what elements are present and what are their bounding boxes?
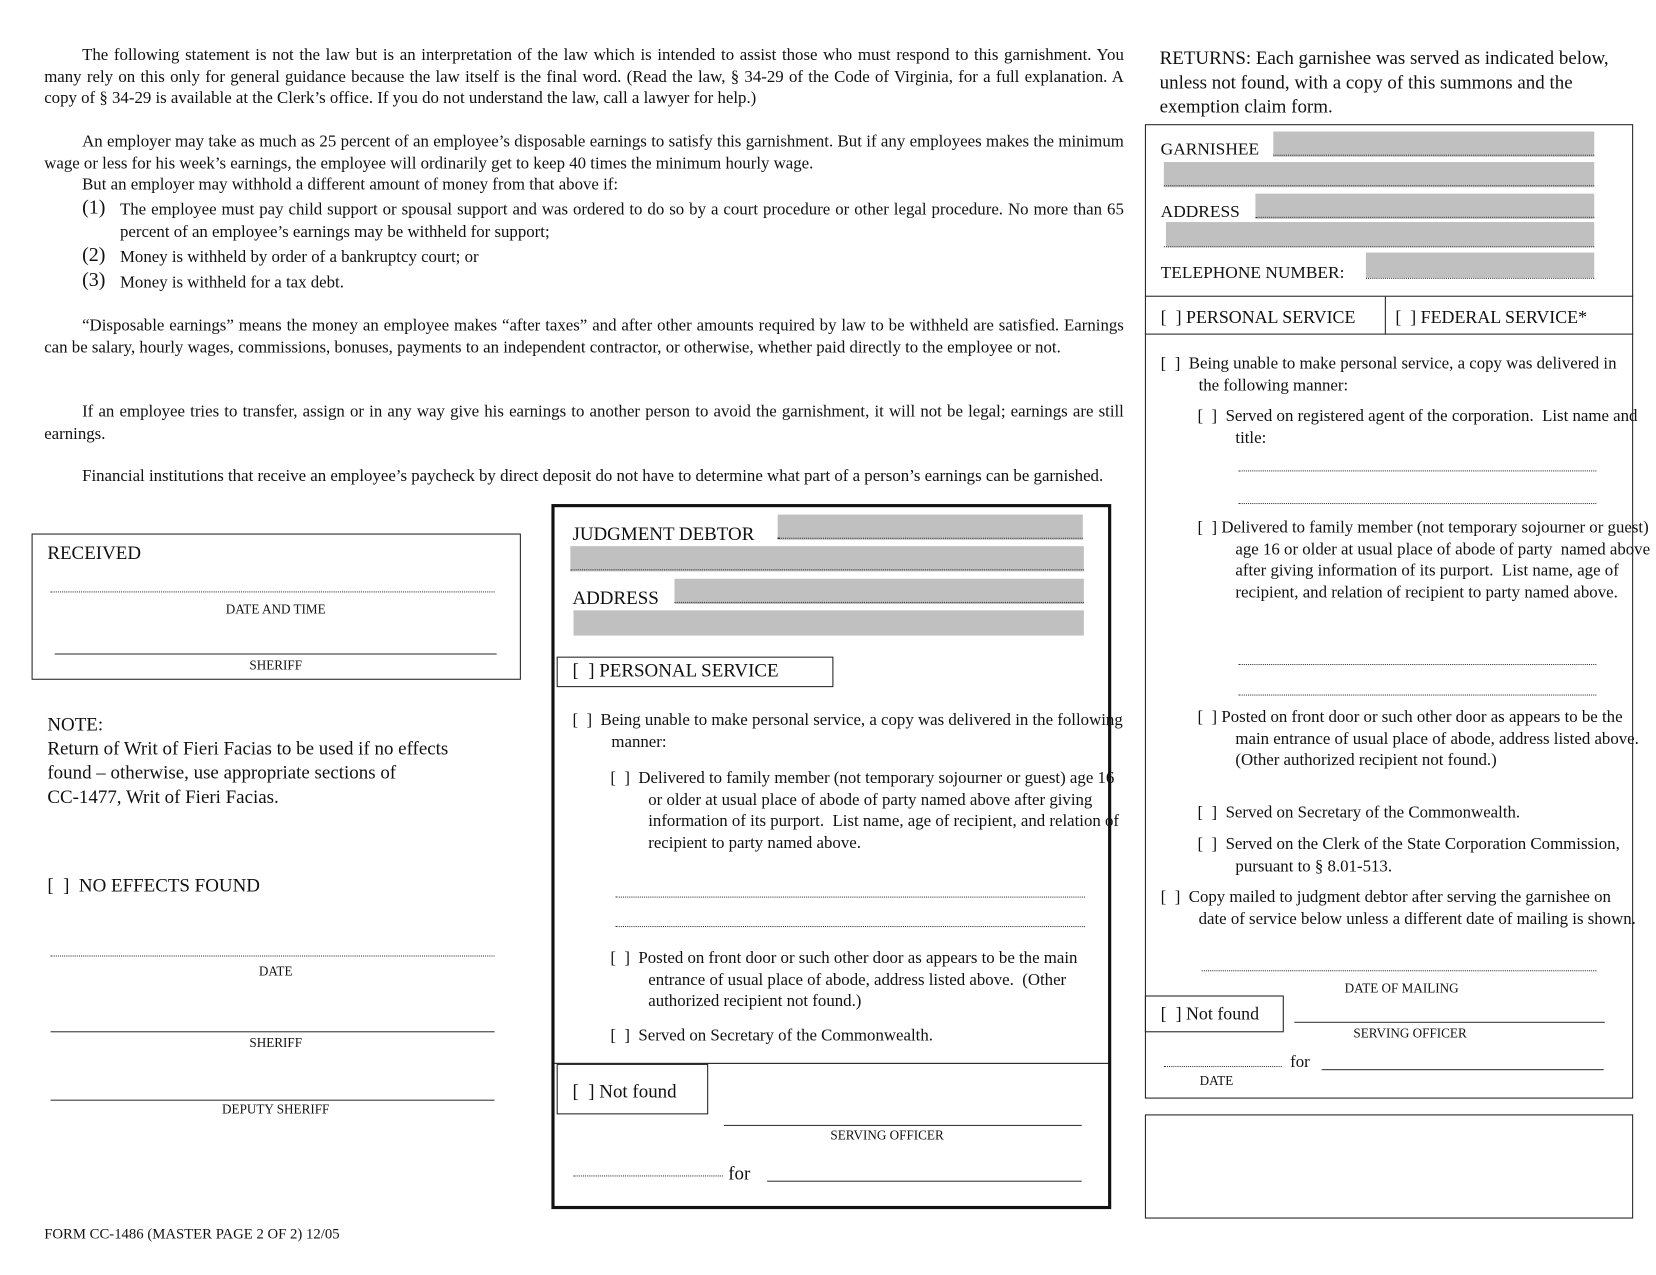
recipient-line-2[interactable]	[616, 926, 1085, 927]
sheriff-label: SHERIFF	[249, 1035, 303, 1051]
serving-officer-label: SERVING OFFICER	[1353, 1025, 1467, 1041]
garnishee-field[interactable]	[1273, 155, 1594, 156]
serving-officer-label: SERVING OFFICER	[830, 1128, 944, 1143]
note-title: NOTE:	[47, 713, 104, 735]
unable-option[interactable]: [ ] Being unable to make personal service, a copy was delivered in the following manner:	[572, 711, 1127, 751]
redacted-field	[570, 546, 1084, 571]
blank-box	[1145, 1114, 1633, 1218]
posted-option[interactable]: [ ] Posted on front door or such other door as appears to be the main entrance of usual place of abode, address listed above. (Other authorized recipient not found.)	[610, 949, 1082, 1011]
recipient-line[interactable]	[1239, 664, 1597, 665]
form-footer: FORM CC-1486 (MASTER PAGE 2 OF 2) 12/05	[44, 1226, 340, 1243]
serving-officer-line[interactable]	[724, 1125, 1082, 1126]
recipient-line-2[interactable]	[1239, 695, 1597, 696]
transfer-paragraph: If an employee tries to transfer, assign or in any way give his earnings to another person to avoid the garnishment, it will not be legal; earnings are still earnings.	[44, 403, 1124, 443]
redacted-field	[1273, 132, 1594, 157]
redacted-field	[574, 610, 1084, 635]
date-label: DATE	[1199, 1073, 1234, 1089]
redacted-field	[778, 515, 1083, 540]
note-line: CC-1477, Writ of Fieri Facias.	[47, 786, 279, 808]
date-field[interactable]	[574, 1175, 723, 1176]
date-time-label: DATE AND TIME	[225, 601, 326, 617]
date-label: DATE	[258, 963, 293, 979]
list-item: (2) Money is withheld by order of a bankruptcy court; or	[82, 244, 479, 267]
serving-officer-line[interactable]	[1294, 1022, 1604, 1023]
list-item: (1) The employee must pay child support or spousal support and was ordered to do so by a court procedure or other legal procedure. No more than 65 percent of an employee’s earnings may be withheld for support;	[82, 196, 1124, 241]
intro-paragraph: The following statement is not the law but is an interpretation of the law which is intended to assist those who must respond to this garnishment. You many rely on this only for general guidance because the law itself is the final word. (Read the law, § 34-29 of the Code of Virginia, for a full explanation. A copy of § 34-29 is available at the Clerk’s office. If you do not understand the law, call a lawyer for help.)	[44, 46, 1124, 108]
redacted-field	[1255, 194, 1594, 219]
withhold-paragraph: But an employer may withhold a different amount of money from that above if:	[82, 175, 619, 194]
address-field[interactable]	[1255, 217, 1594, 218]
redacted-field	[675, 579, 1084, 604]
judgment-debtor-label: JUDGMENT DEBTOR	[572, 522, 755, 545]
telephone-label: TELEPHONE NUMBER:	[1160, 262, 1345, 283]
date-of-mailing-label: DATE OF MAILING	[1344, 980, 1459, 996]
sheriff-line[interactable]	[55, 653, 497, 654]
agent-line-2[interactable]	[1239, 503, 1597, 504]
for-line[interactable]	[767, 1181, 1082, 1182]
unable-option[interactable]: [ ] Being unable to make personal service, a copy was delivered in the following manner:	[1160, 354, 1621, 395]
for-line[interactable]	[1322, 1069, 1604, 1070]
disposable-paragraph: “Disposable earnings” means the money an employee makes “after taxes” and after other amounts required by law to be withheld are satisfied. Earnings can be salary, hourly wages, commissions, bonuses, payments to an independent contractor, or otherwise, whether paid directly to the employee or not.	[44, 316, 1124, 357]
divider	[1145, 296, 1633, 297]
secretary-option[interactable]: [ ] Served on Secretary of the Commonwealth.	[1197, 803, 1521, 822]
recipient-line[interactable]	[616, 897, 1085, 898]
clerk-option[interactable]: [ ] Served on the Clerk of the State Corporation Commission, pursuant to § 8.01-513.	[1197, 835, 1624, 875]
deputy-sheriff-line[interactable]	[51, 1100, 495, 1101]
for-label: for	[1290, 1053, 1310, 1072]
registered-agent-option[interactable]: [ ] Served on registered agent of the corporation. List name and title:	[1197, 407, 1642, 447]
address-label: ADDRESS	[572, 587, 659, 609]
federal-service-checkbox[interactable]: [ ] FEDERAL SERVICE*	[1395, 307, 1588, 328]
posted-option[interactable]: [ ] Posted on front door or such other door as appears to be the main entrance of usual place of abode, address listed above. (Other authorized recipient not found.)	[1197, 708, 1648, 770]
not-found-checkbox[interactable]: [ ] Not found	[572, 1080, 677, 1102]
list-item: (3) Money is withheld for a tax debt.	[82, 269, 344, 292]
secretary-option[interactable]: [ ] Served on Secretary of the Commonwealth.	[610, 1027, 933, 1045]
family-member-option[interactable]: [ ] Delivered to family member (not temporary sojourner or guest) age 16 or older at usual place of abode of party named above after giving information of its purport. List name, age of recipient, and relation of recipient to party named above.	[610, 769, 1124, 852]
date-time-line[interactable]	[51, 591, 495, 592]
note-line: Return of Writ of Fieri Facias to be used if no effects	[47, 737, 449, 759]
financial-paragraph: Financial institutions that receive an employee’s paycheck by direct deposit do not have to determine what part of a person’s earnings can be garnished.	[82, 467, 1104, 486]
redacted-field	[1366, 253, 1594, 278]
garnishee-label: GARNISHEE	[1160, 138, 1260, 159]
note	[47, 712, 448, 809]
for-label: for	[728, 1162, 751, 1184]
personal-service-checkbox[interactable]: [ ] PERSONAL SERVICE	[572, 659, 779, 681]
not-found-checkbox[interactable]: [ ] Not found	[1160, 1003, 1260, 1024]
family-member-option[interactable]: [ ] Delivered to family member (not temporary sojourner or guest) age 16 or older at usual place of abode of party named above after giving information of its purport. List name, age of recipient, and relation of recipient to party named above.	[1197, 518, 1655, 602]
agent-line[interactable]	[1239, 470, 1597, 471]
telephone-field[interactable]	[1366, 278, 1594, 279]
address-field-2[interactable]	[1164, 246, 1594, 247]
redacted-field	[1164, 162, 1594, 187]
date-of-mailing-line[interactable]	[1202, 970, 1597, 971]
debtor-name-field-2[interactable]	[570, 569, 1084, 570]
garnishee-field-2[interactable]	[1164, 185, 1594, 186]
note-line: found – otherwise, use appropriate sections of	[47, 761, 397, 783]
redacted-field	[1166, 222, 1594, 247]
employer-paragraph: An employer may take as much as 25 percent of an employee’s disposable earnings to satisfy this garnishment. But if any employees makes the minimum wage or less for his week’s earnings, the employee will ordinarily get to keep 40 times the minimum hourly wage.	[44, 132, 1124, 173]
divider	[1385, 297, 1386, 335]
sheriff-line[interactable]	[51, 1031, 495, 1032]
debtor-name-field[interactable]	[778, 538, 1083, 539]
address-field[interactable]	[675, 602, 1084, 603]
deputy-sheriff-label: DEPUTY SHERIFF	[222, 1101, 330, 1117]
date-line[interactable]	[51, 955, 495, 956]
mailed-option[interactable]: [ ] Copy mailed to judgment debtor after serving the garnishee on date of service below unless a different date of mailing is shown.	[1160, 888, 1636, 928]
sheriff-label: SHERIFF	[249, 657, 303, 673]
personal-service-checkbox[interactable]: [ ] PERSONAL SERVICE	[1160, 307, 1356, 328]
date-field[interactable]	[1164, 1066, 1282, 1067]
address-label: ADDRESS	[1160, 200, 1240, 221]
no-effects-checkbox[interactable]: [ ] NO EFFECTS FOUND	[47, 874, 260, 896]
received-title: RECEIVED	[47, 541, 142, 563]
divider	[1145, 334, 1633, 335]
returns-text: RETURNS: Each garnishee was served as indicated below, unless not found, with a copy of this summons and the exemption claim form.	[1159, 47, 1609, 117]
